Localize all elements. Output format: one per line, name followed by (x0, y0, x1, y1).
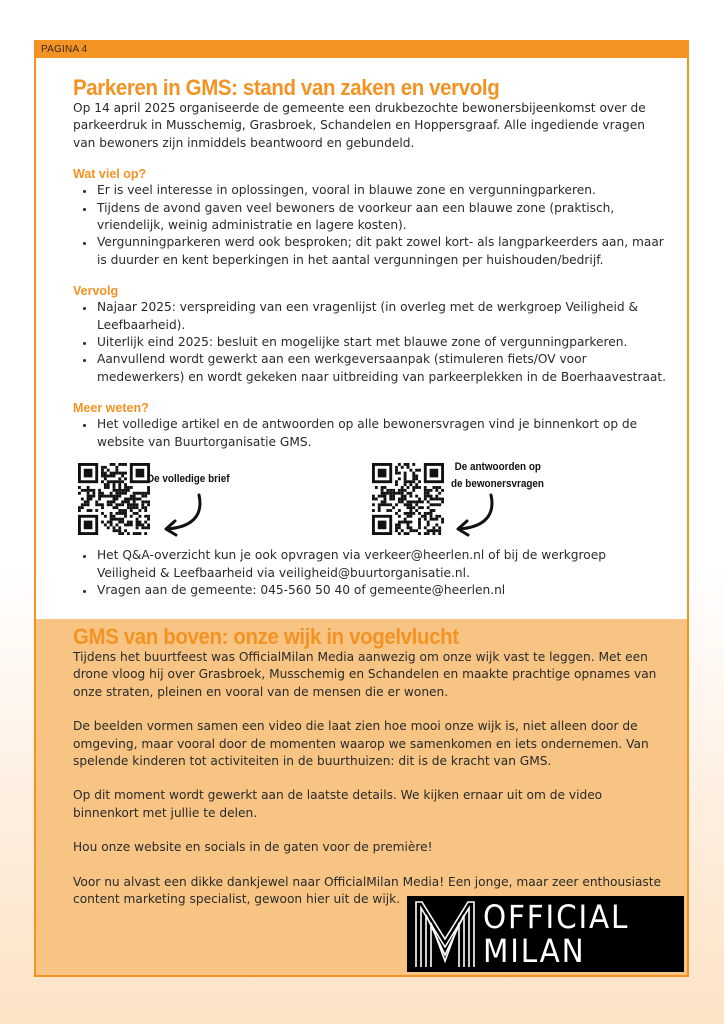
qr-row (73, 451, 667, 547)
curved-arrow-icon (453, 493, 497, 537)
qr-caption-line: De volledige brief (147, 473, 230, 486)
section-heading-wat-viel-op: Wat viel op? (73, 167, 147, 182)
list-item: • Tijdens de avond gaven veel bewoners de voorkeur aan een blauwe zone (praktisch, vriendelijk, weinig administratie en lagere kosten). (95, 200, 667, 235)
drone-paragraph: De beelden vormen samen een video die laat zien hoe mooi onze wijk is, niet alleen door de omgeving, maar vooral door de momenten waarop we samenkomen en iets ondernemen. Van spelende kinderen tot activiteiten in de buurthuizen: dit is de kracht van GMS. (73, 719, 649, 769)
qr-caption-answers (451, 459, 544, 493)
list-item: • Aanvullend wordt gewerkt aan een werkgeversaanpak (stimuleren fiets/OV voor medewerkers) en wordt gekeken naar uitbreiding van parkeerplekken in de Boerhaavestraat. (95, 351, 667, 386)
section-heading-meer-weten: Meer weten? (73, 401, 149, 416)
qr-code-icon[interactable] (372, 463, 444, 535)
drone-content (73, 625, 667, 908)
list-meer-weten (73, 416, 667, 451)
list-item: • Uiterlijk eind 2025: besluit en mogelijke start met blauwe zone of vergunningparkeren. (95, 334, 667, 351)
page-frame (34, 40, 689, 977)
qr-caption-line: De antwoorden op (454, 461, 541, 474)
drone-paragraph: Hou onze website en socials in de gaten voor de première! (73, 840, 433, 855)
parking-title: Parkeren in GMS: stand van zaken en vervolg (73, 75, 500, 100)
parking-section (36, 58, 687, 619)
m-monogram-icon (413, 899, 477, 969)
qr-code-icon[interactable] (78, 463, 150, 535)
list-item: • Er is veel interesse in oplossingen, vooral in blauwe zone en vergunningparkeren. (95, 182, 667, 199)
list-item: • Vragen aan de gemeente: 045-560 50 40 of gemeente@heerlen.nl (95, 582, 667, 599)
official-milan-logo (407, 896, 684, 972)
list-item: • Het volledige artikel en de antwoorden op alle bewonersvragen vind je binnenkort op de website van Buurtorganisatie GMS. (95, 416, 667, 451)
qr-code-graphic (78, 463, 150, 535)
list-vervolg (73, 299, 667, 386)
logo-line-official: OFFICIAL (483, 898, 630, 936)
logo-line-milan: MILAN (483, 932, 586, 970)
logo-wordmark (483, 900, 629, 968)
drone-paragraph: Tijdens het buurtfeest was OfficialMilan Media aanwezig om onze wijk vast te leggen. Met een drone vloog hij over Grasbroek, Musschemig en Schandelen en maakte prachtige opnames van onze straten, pleinen en vooral van de mensen die er wonen. (73, 650, 657, 699)
parking-content (73, 76, 667, 599)
list-contact (73, 547, 667, 599)
qr-code-graphic (372, 463, 444, 535)
page-label: PAGINA 4 (36, 42, 687, 58)
qr-caption-full-letter (147, 471, 230, 488)
list-wat-viel-op (73, 182, 667, 269)
section-heading-vervolg: Vervolg (73, 284, 119, 299)
drone-paragraph: Voor nu alvast een dikke dankjewel naar OfficialMilan Media! Een jonge, maar zeer enthousiaste content marketing specialist, gewoon hier uit de wijk. (73, 874, 662, 907)
curved-arrow-icon (161, 493, 205, 537)
drone-title: GMS van boven: onze wijk in vogelvlucht (73, 624, 459, 649)
qr-caption-line: de bewonersvragen (451, 478, 544, 491)
list-item: • Het Q&A-overzicht kun je ook opvragen via verkeer@heerlen.nl of bij de werkgroep Veiligheid & Leefbaarheid via veiligheid@buurtorganisatie.nl. (95, 547, 667, 582)
list-item: • Najaar 2025: verspreiding van een vragenlijst (in overleg met de werkgroep Veiligheid & Leefbaarheid). (95, 299, 667, 334)
parking-intro: Op 14 april 2025 organiseerde de gemeente een drukbezochte bewonersbijeenkomst over de parkeerdruk in Musschemig, Grasbroek, Schandelen en Hoppersgraaf. Alle ingediende vragen van bewoners zijn inmiddels beantwoord en gebundeld. (73, 101, 646, 150)
list-item: • Vergunningparkeren werd ook besproken; dit pakt zowel kort- als langparkeerders aan, maar is duurder en kent beperkingen in het aantal vergunningen per huishouden/bedrijf. (95, 234, 667, 269)
drone-section (36, 619, 687, 975)
drone-paragraph: Op dit moment wordt gewerkt aan de laatste details. We kijken ernaar uit om de video binnenkort met jullie te delen. (73, 788, 603, 820)
